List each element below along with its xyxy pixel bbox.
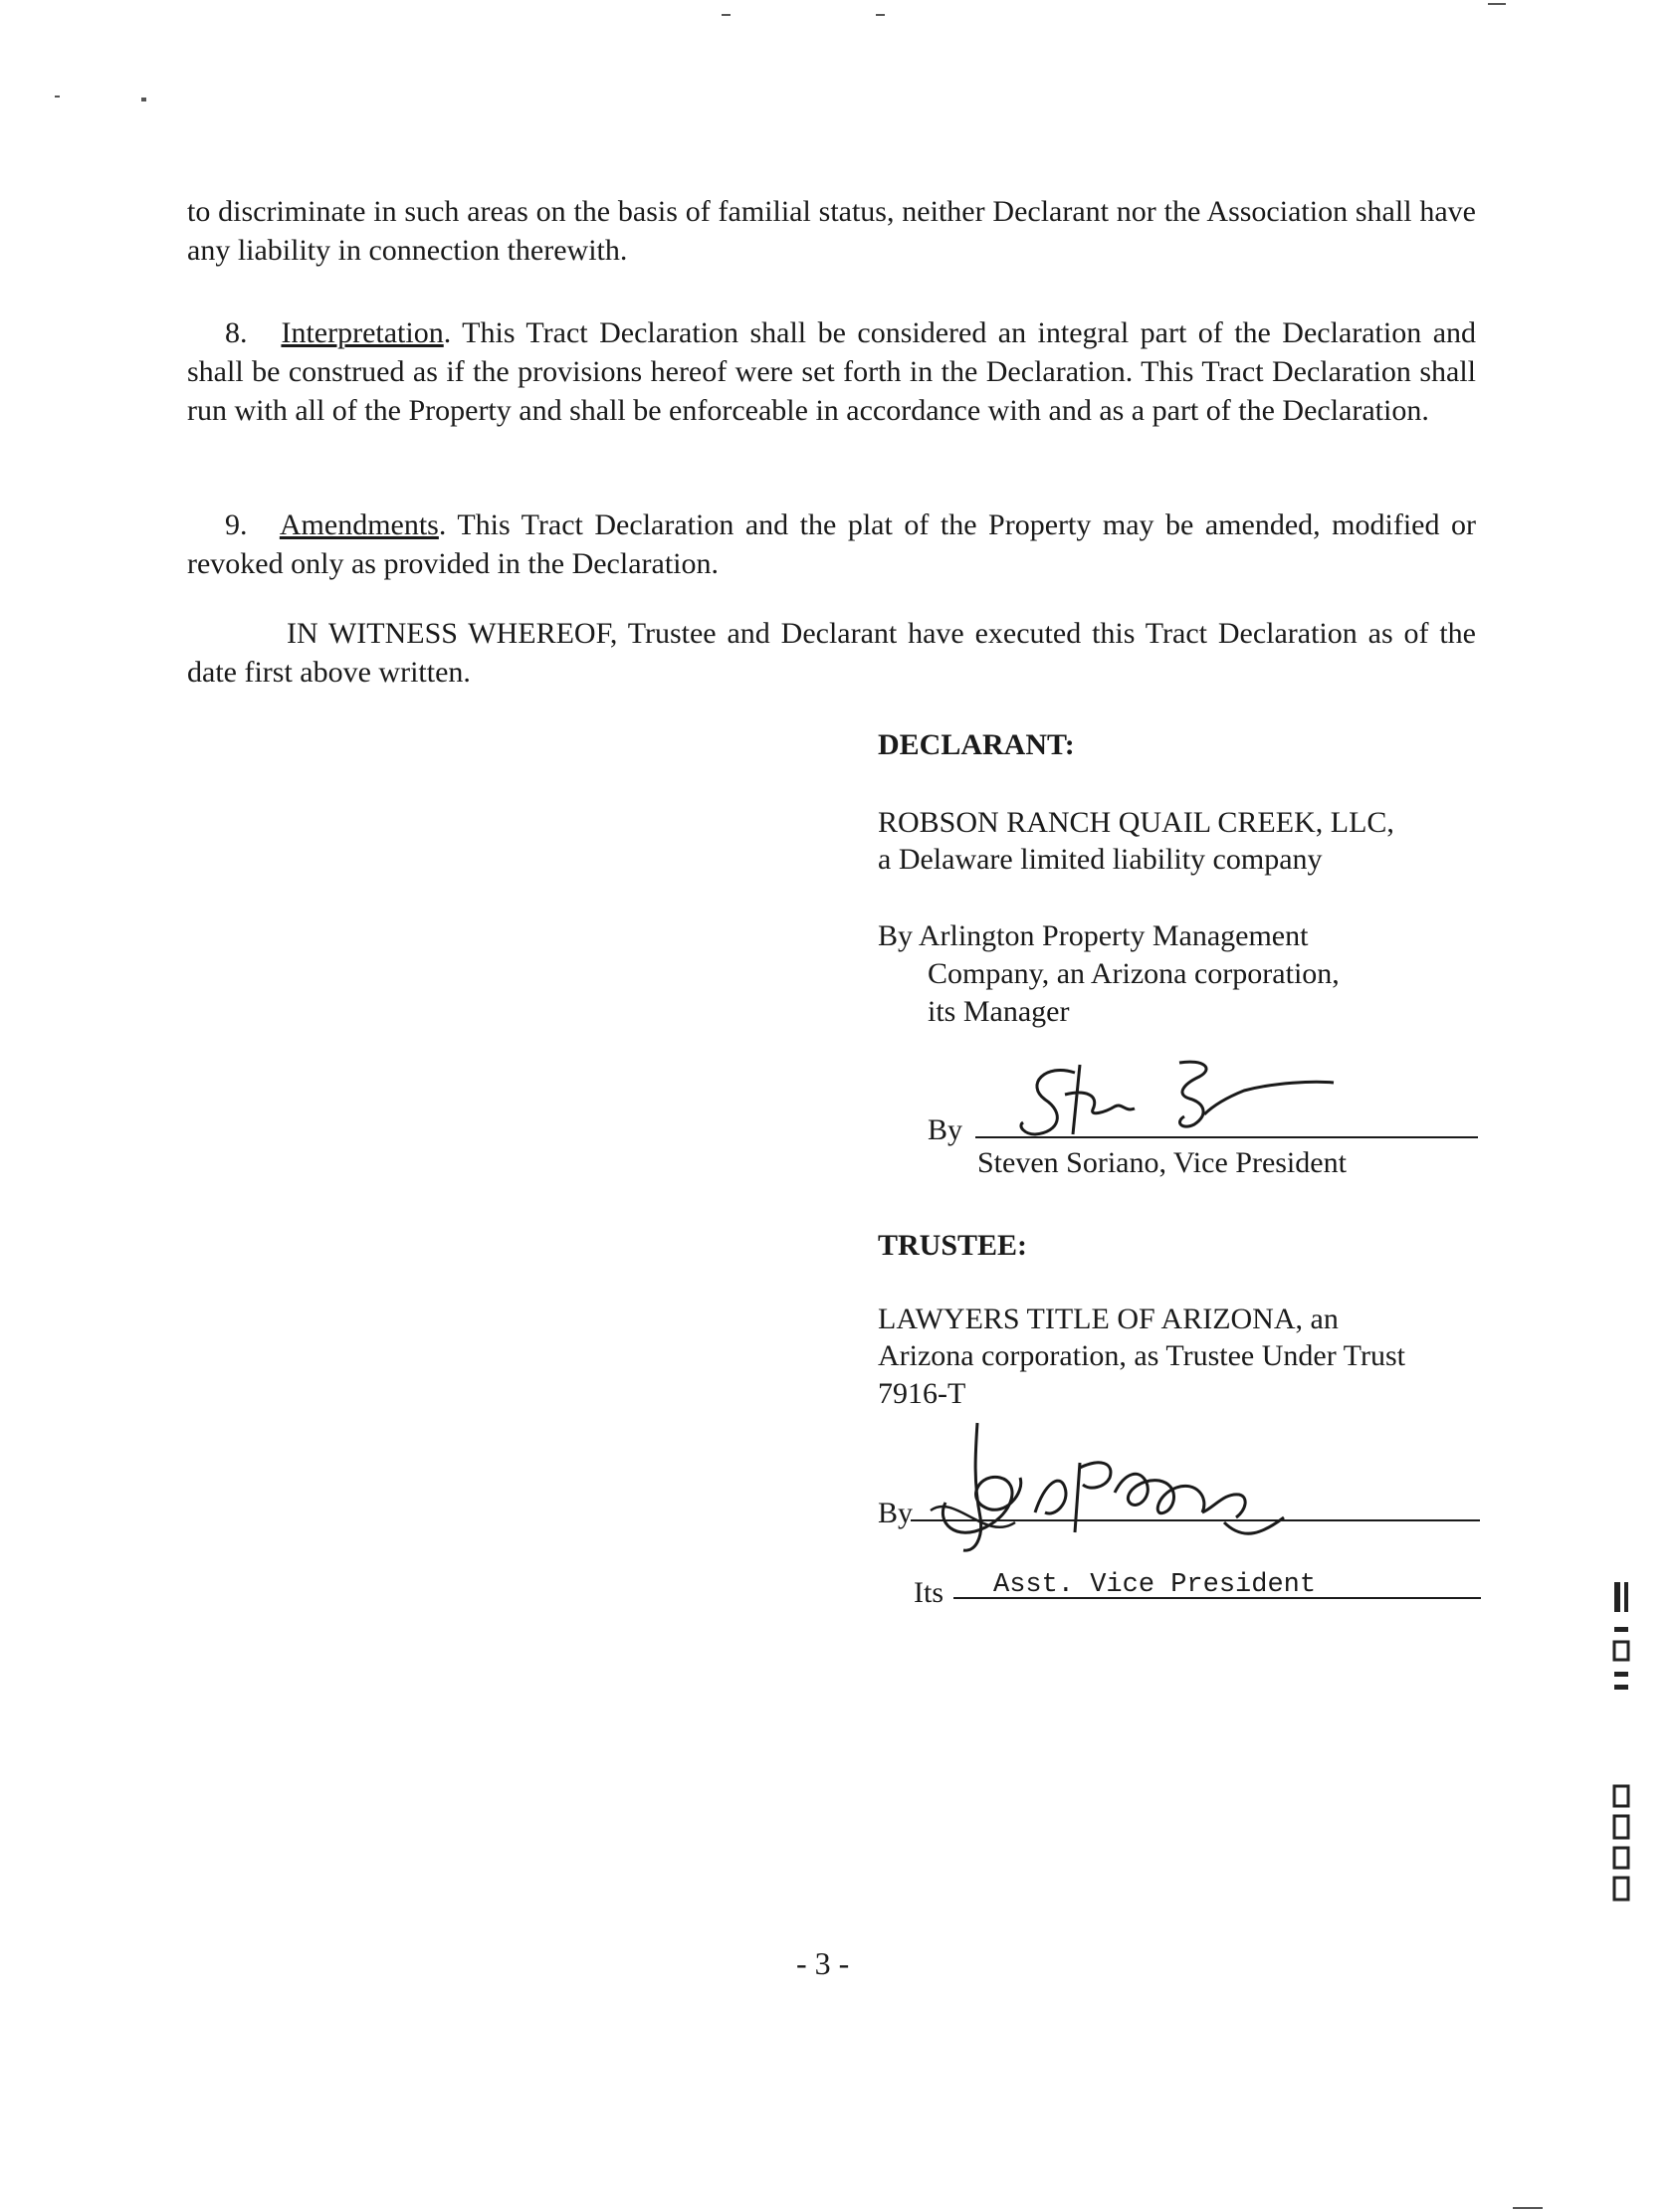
trustee-its-value: Asst. Vice President [993, 1570, 1317, 1600]
section-9 [187, 505, 1476, 583]
declarant-heading: DECLARANT: [878, 728, 1075, 761]
scan-speck [1488, 3, 1506, 5]
witness-clause: IN WITNESS WHEREOF, Trustee and Declarant have executed this Tract Declaration as of the date first above written. [187, 617, 1476, 689]
declarant-by-line2: Company, an Arizona corporation, [928, 957, 1340, 990]
trustee-heading: TRUSTEE: [878, 1229, 1028, 1262]
declarant-company: ROBSON RANCH QUAIL CREEK, LLC, [878, 806, 1394, 839]
trustee-line2: Arizona corporation, as Trustee Under Trust [878, 1339, 1405, 1372]
section-8 [187, 313, 1476, 430]
section-8-text: . This Tract Declaration shall be considered an integral part of the Declaration and shall be construed as if the provisions hereof were set forth in the Declaration. This Tract Declaration shall run with all of the Property and shall be enforceable in accordance with and as a part of the Declaration. [187, 316, 1477, 427]
scan-speck [876, 14, 885, 16]
scan-speck [141, 98, 146, 101]
section-8-number: 8. [225, 316, 248, 349]
trustee-its-label: Its [914, 1576, 943, 1609]
declarant-sig-by: By [928, 1113, 963, 1146]
declarant-signer-name: Steven Soriano, Vice President [977, 1146, 1347, 1179]
trustee-line1: LAWYERS TITLE OF ARIZONA, an [878, 1303, 1339, 1335]
declarant-signature [1005, 1055, 1354, 1144]
scan-speck [1513, 2207, 1543, 2209]
declarant-by-line3: its Manager [928, 995, 1070, 1028]
scan-speck [55, 96, 60, 98]
section-9-heading: Amendments [279, 508, 439, 541]
recording-stamp [1604, 1577, 1644, 1915]
trustee-sig-by: By [878, 1497, 914, 1529]
trustee-line3: 7916-T [878, 1377, 966, 1410]
scan-speck [722, 14, 731, 16]
paragraph-continuation: to discriminate in such areas on the basis of familial status, neither Declarant nor the Association shall have any liability in connection therewith. [187, 195, 1476, 267]
declarant-by-line1: By Arlington Property Management [878, 919, 1309, 952]
trustee-signature [926, 1423, 1304, 1562]
section-8-heading: Interpretation [281, 316, 444, 349]
declarant-company-type: a Delaware limited liability company [878, 843, 1323, 876]
section-9-text: . This Tract Declaration and the plat of the Property may be amended, modified or revoked only as provided in the Declaration. [187, 508, 1476, 580]
page-number: - 3 - [796, 1945, 850, 1981]
section-9-number: 9. [225, 508, 248, 541]
